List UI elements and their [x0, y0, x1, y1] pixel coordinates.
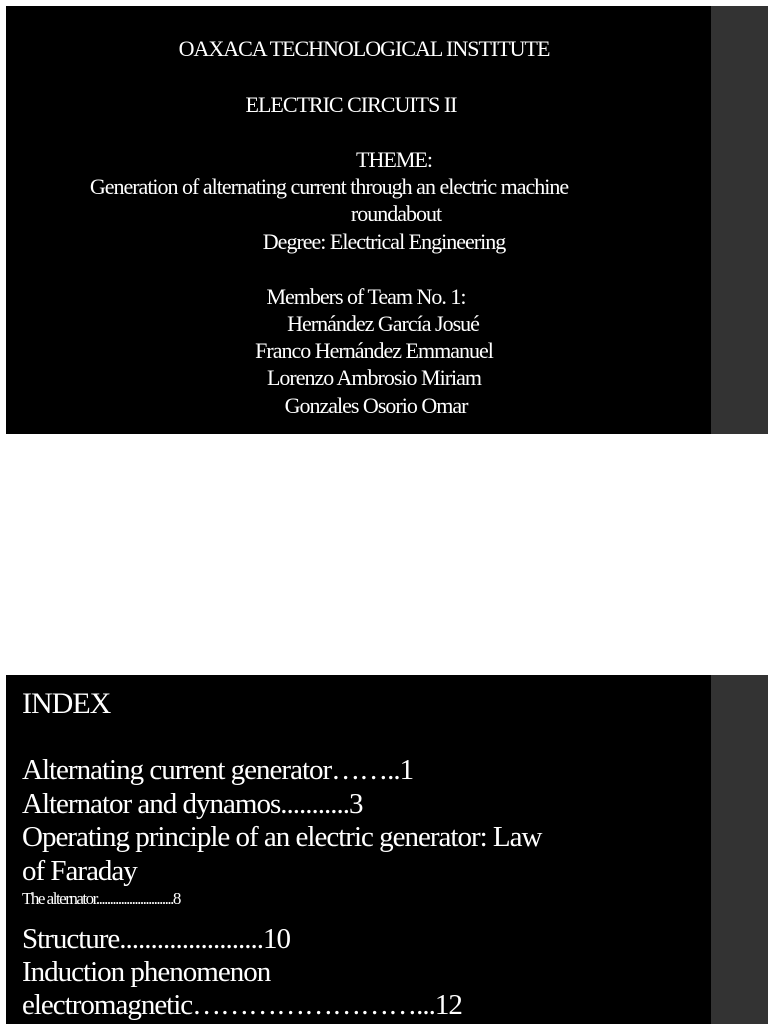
- members-label: Members of Team No. 1:: [266, 284, 466, 309]
- team-member: Gonzales Osorio Omar: [284, 393, 468, 418]
- institute-name: OAXACA TECHNOLOGICAL INSTITUTE: [178, 36, 550, 61]
- cover-slide: [6, 6, 768, 434]
- index-entry: Alternating current generator……..1: [22, 754, 414, 786]
- theme-text-line-2: roundabout: [350, 201, 442, 226]
- index-slide: [6, 675, 768, 1024]
- index-entry: Induction phenomenon: [22, 956, 271, 988]
- index-entry: The alternator............................8: [22, 889, 180, 908]
- index-entry: electromagnetic……………………...12: [22, 989, 462, 1021]
- index-entry: Alternator and dynamos...........3: [22, 788, 363, 820]
- index-entry: Operating principle of an electric generator: Law: [22, 821, 542, 853]
- theme-text-line-1: Generation of alternating current through an electric machine: [89, 174, 569, 199]
- team-member: Franco Hernández Emmanuel: [255, 338, 493, 363]
- index-entry: of Faraday: [22, 855, 137, 887]
- index-title: INDEX: [22, 687, 111, 720]
- index-entry: Structure.......................10: [22, 923, 291, 955]
- team-member: Lorenzo Ambrosio Miriam: [266, 365, 482, 390]
- team-member: Hernández García Josué: [287, 311, 479, 336]
- slide-side-panel: [711, 6, 768, 434]
- subject-title: ELECTRIC CIRCUITS II: [245, 92, 457, 117]
- slide-side-panel: [711, 675, 768, 1024]
- theme-label: THEME:: [356, 147, 432, 172]
- degree-text: Degree: Electrical Engineering: [262, 229, 506, 254]
